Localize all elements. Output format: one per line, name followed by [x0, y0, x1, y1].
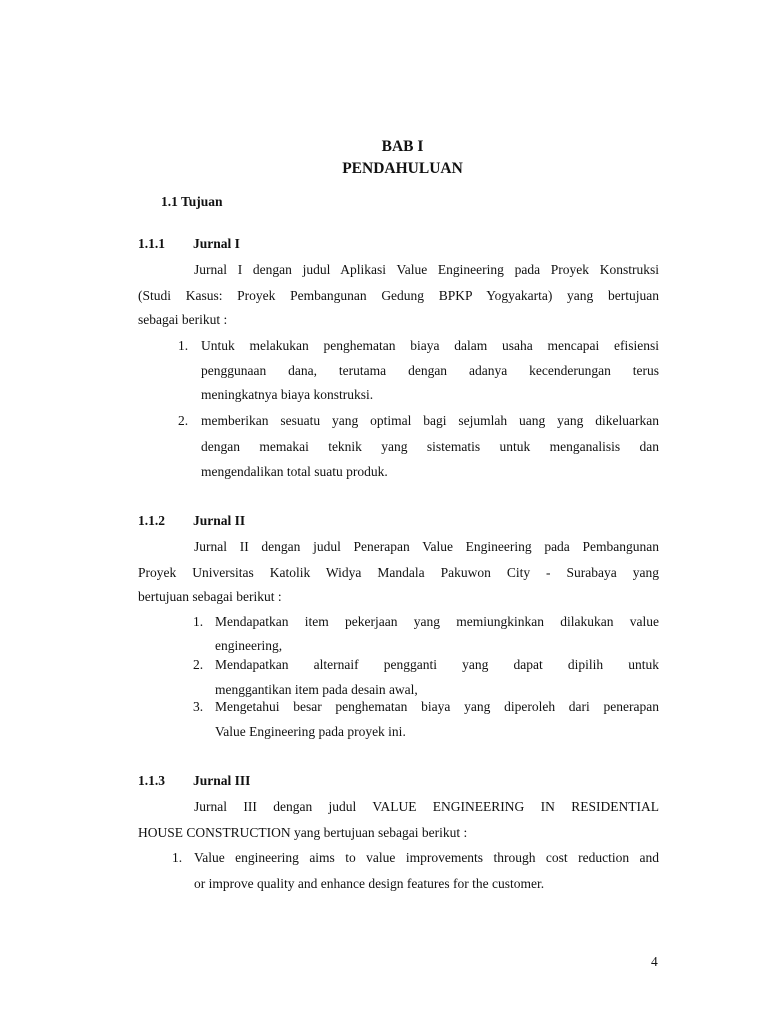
paragraph-line: Jurnal III dengan judul VALUE ENGINEERING IN RESIDENTIAL	[194, 799, 659, 814]
list-number: 1.	[172, 850, 183, 865]
paragraph-line: Jurnal II dengan judul Penerapan Value Engineering pada Pembangunan	[194, 539, 659, 554]
subsection-title: Jurnal I	[193, 236, 240, 251]
subsection-number: 1.1.2	[138, 513, 165, 528]
list-item-line: engineering,	[215, 638, 283, 653]
list-number: 2.	[178, 413, 189, 428]
paragraph-line: sebagai berikut :	[138, 312, 228, 327]
list-item-line: Value engineering aims to value improvements through cost reduction and	[194, 850, 659, 865]
list-item-line: Untuk melakukan penghematan biaya dalam usaha mencapai efisiensi	[201, 338, 659, 353]
paragraph-line: HOUSE CONSTRUCTION yang bertujuan sebagai berikut :	[138, 825, 468, 840]
paragraph-line: bertujuan sebagai berikut :	[138, 589, 282, 604]
page-number: 4	[651, 954, 658, 969]
list-number: 3.	[193, 699, 204, 714]
subsection-heading-2	[138, 513, 245, 529]
subsection-number: 1.1.3	[138, 773, 165, 788]
chapter-label: BAB I	[381, 138, 424, 155]
list-number: 2.	[193, 657, 204, 672]
list-item-line: Mengetahui besar penghematan biaya yang diperoleh dari penerapan	[215, 699, 659, 714]
paragraph-line: Proyek Universitas Katolik Widya Mandala Pakuwon City - Surabaya yang	[138, 565, 659, 580]
list-number: 1.	[178, 338, 189, 353]
subsection-heading-3	[138, 773, 250, 789]
list-item-line: mengendalikan total suatu produk.	[201, 464, 388, 479]
list-item-line: Value Engineering pada proyek ini.	[215, 724, 406, 739]
chapter-title: PENDAHULUAN	[342, 160, 463, 177]
list-item-line: penggunaan dana, terutama dengan adanya kecenderungan terus	[201, 363, 659, 378]
list-item-line: memberikan sesuatu yang optimal bagi sejumlah uang yang dikeluarkan	[201, 413, 659, 428]
subsection-heading-1	[138, 236, 240, 252]
list-item-line: menggantikan item pada desain awal,	[215, 682, 418, 697]
list-item-line: meningkatnya biaya konstruksi.	[201, 387, 374, 402]
section-heading: 1.1 Tujuan	[161, 194, 223, 209]
paragraph-line: Jurnal I dengan judul Aplikasi Value Engineering pada Proyek Konstruksi	[194, 262, 659, 277]
list-number: 1.	[193, 614, 204, 629]
subsection-number: 1.1.1	[138, 236, 165, 251]
list-item-line: Mendapatkan item pekerjaan yang memiungkinkan dilakukan value	[215, 614, 659, 629]
list-item-line: Mendapatkan alternaif pengganti yang dapat dipilih untuk	[215, 657, 659, 672]
paragraph-line: (Studi Kasus: Proyek Pembangunan Gedung BPKP Yogyakarta) yang bertujuan	[138, 288, 659, 303]
subsection-title: Jurnal II	[193, 513, 246, 528]
list-item-line: dengan memakai teknik yang sistematis untuk menganalisis dan	[201, 439, 659, 454]
subsection-title: Jurnal III	[193, 773, 251, 788]
list-item-line: or improve quality and enhance design features for the customer.	[194, 876, 545, 891]
